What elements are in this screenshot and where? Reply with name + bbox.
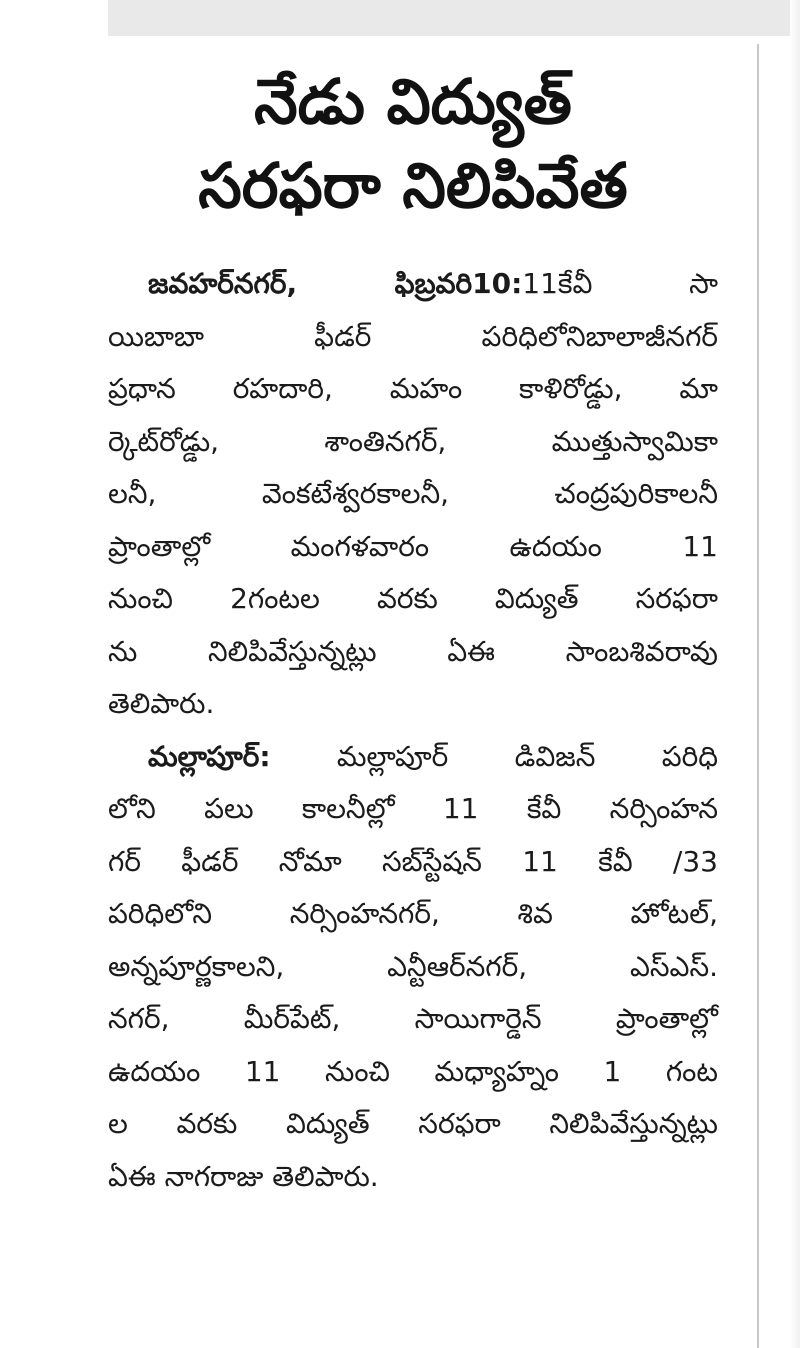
text-line: లనీ, వెంకటేశ్వరకాలనీ, చంద్రపురికాలనీ <box>108 477 718 510</box>
text-line: ర్కెట్‌రోడ్డు, శాంతినగర్, ముత్తుస్వామికా <box>108 424 718 458</box>
text-fragment: మల్లాపూర్ డివిజన్ పరిధి <box>336 739 718 773</box>
text-line: ఏఈ నాగరాజు తెలిపారు. <box>108 1159 379 1193</box>
text-line: యిబాబా ఫీడర్ పరిధిలోనిబాలాజీనగర్ <box>108 319 718 353</box>
headline-line-2: సరఫరా నిలిపివేత <box>198 149 628 222</box>
text-line: ప్రాంతాల్లో మంగళవారం ఉదయం 11 <box>108 529 718 563</box>
text-line <box>108 731 718 784</box>
text-line: తెలిపారు. <box>108 687 215 720</box>
dateline: మల్లాపూర్: <box>148 739 271 773</box>
text-fragment: 11కేవీ సా <box>522 267 718 300</box>
paragraph-jawaharnagar <box>108 258 718 731</box>
column-divider <box>757 44 759 1348</box>
text-line: లోని పలు కాలనీల్లో 11 కేవీ నర్సింహన <box>108 792 718 825</box>
headline-line-1: నేడు విద్యుత్ <box>254 65 572 138</box>
text-line: అన్నపూర్ణకాలని, ఎన్టీఆర్‌నగర్, ఎస్ఎస్. <box>108 949 718 983</box>
paragraph-mallapur <box>108 731 718 1204</box>
news-article <box>108 60 718 1203</box>
text-line: ప్రధాన రహదారి, మహం కాళిరోడ్డు, మా <box>108 372 718 405</box>
page-edge <box>790 0 800 1348</box>
text-line: పరిధిలోని నర్సింహనగర్, శివ హోటల్, <box>108 897 718 930</box>
page-header-band <box>108 0 800 36</box>
text-line: నగర్, మీర్‌పేట్, సాయిగార్డెన్ ప్రాంతాల్లో <box>108 1002 718 1035</box>
text-line: నుంచి 2గంటల వరకు విద్యుత్ సరఫరా <box>108 582 718 615</box>
text-line: ఉదయం 11 నుంచి మధ్యాహ్నం 1 గంట <box>108 1054 718 1088</box>
text-line: గర్ ఫీడర్ నోమా సబ్‌స్టేషన్ 11 కేవీ /33 <box>108 844 718 878</box>
article-headline <box>108 60 718 228</box>
text-line <box>108 258 718 311</box>
article-body <box>108 258 718 1203</box>
text-line: ను నిలిపివేస్తున్నట్లు ఏఈ సాంబశివరావు <box>108 634 718 668</box>
dateline: జవహర్‌నగర్, ఫిబ్రవరి10: <box>148 267 523 300</box>
text-line: ల వరకు విద్యుత్ సరఫరా నిలిపివేస్తున్నట్లు <box>108 1107 718 1140</box>
